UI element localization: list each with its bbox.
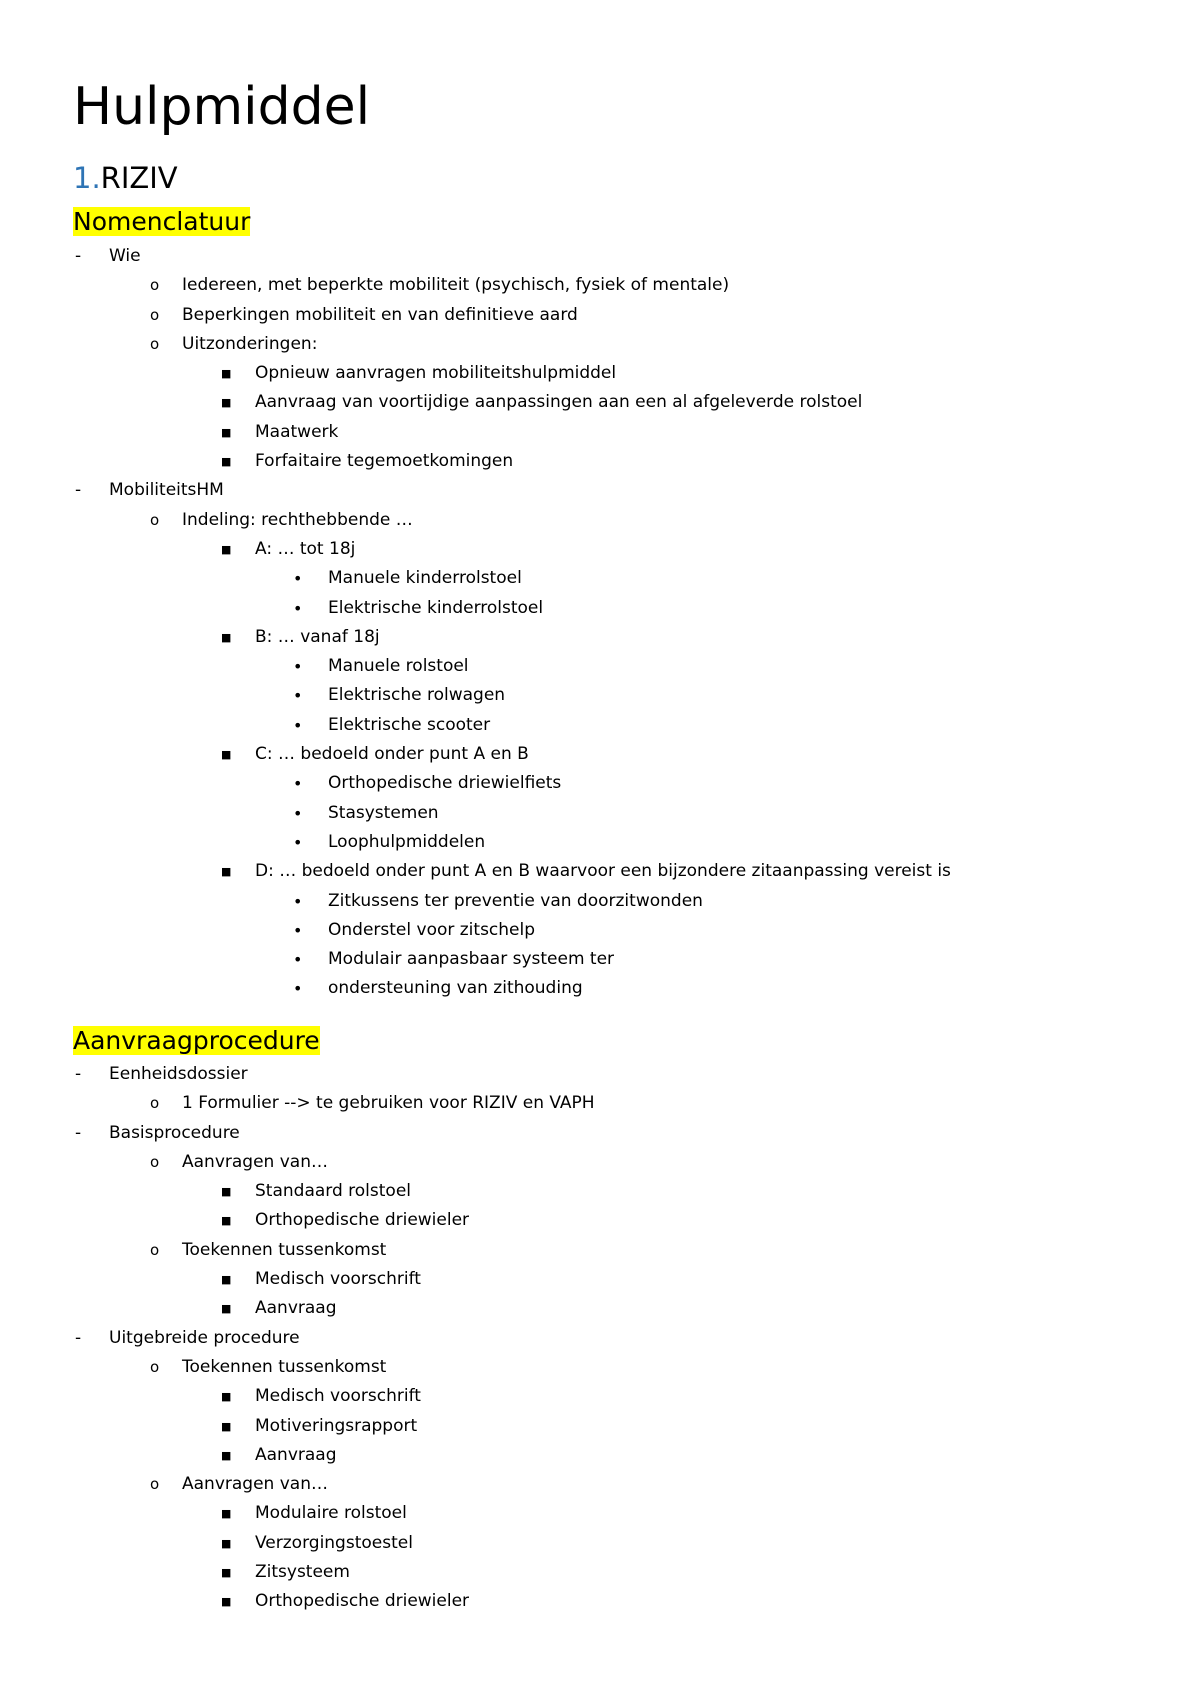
list-item-text: Stasystemen — [328, 802, 439, 823]
bullet-marker: ■ — [221, 542, 232, 556]
bullet-marker: ■ — [221, 396, 232, 410]
bullet-marker: o — [150, 1152, 160, 1171]
bullet-marker: • — [293, 979, 303, 999]
heading-aanvraagprocedure: Aanvraagprocedure — [73, 1026, 320, 1055]
list-item-text: Beperkingen mobiliteit en van definitieve aard — [182, 304, 578, 325]
bullet-marker: ■ — [221, 1566, 232, 1580]
list-item — [0, 1148, 595, 1177]
bullet-marker: ■ — [221, 1448, 232, 1462]
list-item-text: Toekennen tussenkomst — [182, 1239, 387, 1260]
list-item — [0, 535, 951, 564]
list-item-text: Uitgebreide procedure — [109, 1327, 300, 1348]
heading-nomenclatuur: Nomenclatuur — [73, 207, 251, 236]
list-item — [0, 1529, 595, 1558]
bullet-marker: o — [150, 276, 160, 295]
bullet-marker: o — [150, 305, 160, 324]
list-item — [0, 681, 951, 710]
bullet-marker: • — [293, 832, 303, 852]
list-item — [0, 418, 951, 447]
bullet-marker: o — [150, 1240, 160, 1259]
list-item-text: Orthopedische driewielfiets — [328, 773, 562, 794]
list-item — [0, 476, 951, 505]
bullet-marker: • — [293, 774, 303, 794]
bullet-marker: • — [293, 920, 303, 940]
bullet-marker: - — [75, 1327, 82, 1348]
list-item-text: Wie — [109, 246, 141, 266]
list-item-text: Forfaitaire tegemoetkomingen — [255, 451, 514, 472]
list-item — [0, 447, 951, 476]
list-item — [0, 1470, 595, 1499]
bullet-marker: - — [75, 246, 82, 266]
bullet-marker: - — [75, 1122, 82, 1143]
bullet-marker: • — [293, 657, 303, 677]
list-item — [0, 1236, 595, 1265]
list-item — [0, 828, 951, 857]
list-item-text: Modulaire rolstoel — [255, 1503, 407, 1524]
list-item-text: D: … bedoeld onder punt A en B waarvoor een bijzondere zitaanpassing vereist is — [255, 861, 951, 882]
list-item-text: Elektrische scooter — [328, 714, 491, 735]
bullet-marker: • — [293, 950, 303, 970]
bullet-marker: ■ — [221, 455, 232, 469]
list-item — [0, 1089, 595, 1118]
bullet-marker: • — [293, 803, 303, 823]
list-item — [0, 1177, 595, 1206]
list-item-text: Opnieuw aanvragen mobiliteitshulpmiddel — [255, 363, 617, 384]
list-item-text: ondersteuning van zithouding — [328, 978, 583, 999]
list-item — [0, 740, 951, 769]
list-item-text: Elektrische kinderrolstoel — [328, 597, 544, 618]
list-item-text: 1 Formulier --> te gebruiken voor RIZIV en VAPH — [182, 1093, 595, 1114]
bullet-marker: ■ — [221, 367, 232, 381]
list-item — [0, 1206, 595, 1235]
list-item — [0, 1412, 595, 1441]
list-item-text: Manuele kinderrolstoel — [328, 568, 522, 589]
list-item-text: Medisch voorschrift — [255, 1386, 421, 1407]
list-item — [0, 1119, 595, 1148]
list-item — [0, 623, 951, 652]
bullet-marker: ■ — [221, 1302, 232, 1316]
list-item-text: Modulair aanpasbaar systeem ter — [328, 949, 615, 970]
section-label: RIZIV — [100, 161, 178, 195]
bullet-marker: • — [293, 598, 303, 618]
list-item-text: Elektrische rolwagen — [328, 685, 506, 706]
list-item-text: Uitzonderingen: — [182, 333, 318, 354]
list-item-text: Toekennen tussenkomst — [182, 1356, 387, 1377]
list-item — [0, 652, 951, 681]
list-item — [0, 388, 951, 417]
list-item-text: Maatwerk — [255, 421, 339, 442]
list-item — [0, 1353, 595, 1382]
bullet-marker: ■ — [221, 425, 232, 439]
list-item — [0, 271, 951, 300]
list-item — [0, 711, 951, 740]
list-item-text: Basisprocedure — [109, 1122, 240, 1143]
list-item — [0, 242, 951, 271]
list-item-text: Eenheidsdossier — [109, 1064, 248, 1084]
bullet-marker: ■ — [221, 1214, 232, 1228]
bullet-marker: ■ — [221, 1536, 232, 1550]
list-item — [0, 330, 951, 359]
nomenclatuur-list — [0, 242, 951, 1004]
bullet-marker: ■ — [221, 1390, 232, 1404]
bullet-marker: o — [150, 1475, 160, 1494]
list-item — [0, 359, 951, 388]
bullet-marker: o — [150, 1094, 160, 1113]
bullet-marker: ■ — [221, 1185, 232, 1199]
list-item-text: Indeling: rechthebbende … — [182, 509, 413, 530]
section-heading-riziv — [73, 158, 178, 198]
list-item-text: Zitsysteem — [255, 1562, 350, 1583]
list-item-text: Zitkussens ter preventie van doorzitwonden — [328, 890, 703, 911]
list-item-text: Standaard rolstoel — [255, 1181, 412, 1202]
list-item-text: Aanvraag — [255, 1298, 337, 1319]
list-item — [0, 506, 951, 535]
list-item — [0, 1382, 595, 1411]
list-item — [0, 1324, 595, 1353]
bullet-marker: ■ — [221, 1507, 232, 1521]
bullet-marker: ■ — [221, 1419, 232, 1433]
page-title: Hulpmiddel — [73, 77, 371, 137]
list-item-text: B: … vanaf 18j — [255, 626, 380, 647]
list-item-text: Iedereen, met beperkte mobiliteit (psychisch, fysiek of mentale) — [182, 275, 730, 296]
list-item-text: Aanvraag van voortijdige aanpassingen aan een al afgeleverde rolstoel — [255, 392, 863, 413]
bullet-marker: o — [150, 510, 160, 529]
list-item-text: Orthopedische driewieler — [255, 1591, 470, 1612]
bullet-marker: • — [293, 686, 303, 706]
list-item-text: Onderstel voor zitschelp — [328, 919, 536, 940]
list-item — [0, 1499, 595, 1528]
list-item — [0, 857, 951, 886]
bullet-marker: • — [293, 569, 303, 589]
bullet-marker: ■ — [221, 748, 232, 762]
list-item-text: Verzorgingstoestel — [255, 1532, 413, 1553]
list-item-text: Aanvragen van… — [182, 1474, 328, 1495]
bullet-marker: - — [75, 1064, 82, 1084]
bullet-marker: o — [150, 1357, 160, 1376]
list-item — [0, 1441, 595, 1470]
bullet-marker: ■ — [221, 630, 232, 644]
list-item — [0, 1587, 595, 1616]
bullet-marker: ■ — [221, 1595, 232, 1609]
section-number: 1. — [73, 161, 101, 195]
list-item-text: Motiveringsrapport — [255, 1415, 418, 1436]
bullet-marker: ■ — [221, 1273, 232, 1287]
list-item — [0, 916, 951, 945]
list-item-text: Medisch voorschrift — [255, 1269, 421, 1290]
list-item-text: C: … bedoeld onder punt A en B — [255, 744, 529, 765]
list-item-text: MobiliteitsHM — [109, 480, 224, 501]
list-item-text: Manuele rolstoel — [328, 656, 469, 677]
bullet-marker: • — [293, 891, 303, 911]
list-item — [0, 564, 951, 593]
list-item — [0, 799, 951, 828]
list-item-text: A: … tot 18j — [255, 538, 356, 559]
list-item — [0, 301, 951, 330]
list-item — [0, 1265, 595, 1294]
bullet-marker: o — [150, 334, 160, 353]
aanvraagprocedure-list — [0, 1060, 595, 1617]
bullet-marker: - — [75, 480, 82, 501]
list-item-text: Orthopedische driewieler — [255, 1210, 470, 1231]
bullet-marker: ■ — [221, 865, 232, 879]
list-item-text: Loophulpmiddelen — [328, 831, 486, 852]
list-item-text: Aanvraag — [255, 1444, 337, 1465]
list-item — [0, 1060, 595, 1089]
list-item — [0, 974, 951, 1003]
list-item — [0, 1558, 595, 1587]
list-item — [0, 945, 951, 974]
list-item-text: Aanvragen van… — [182, 1151, 328, 1172]
list-item — [0, 769, 951, 798]
bullet-marker: • — [293, 715, 303, 735]
list-item — [0, 1294, 595, 1323]
list-item — [0, 594, 951, 623]
list-item — [0, 887, 951, 916]
